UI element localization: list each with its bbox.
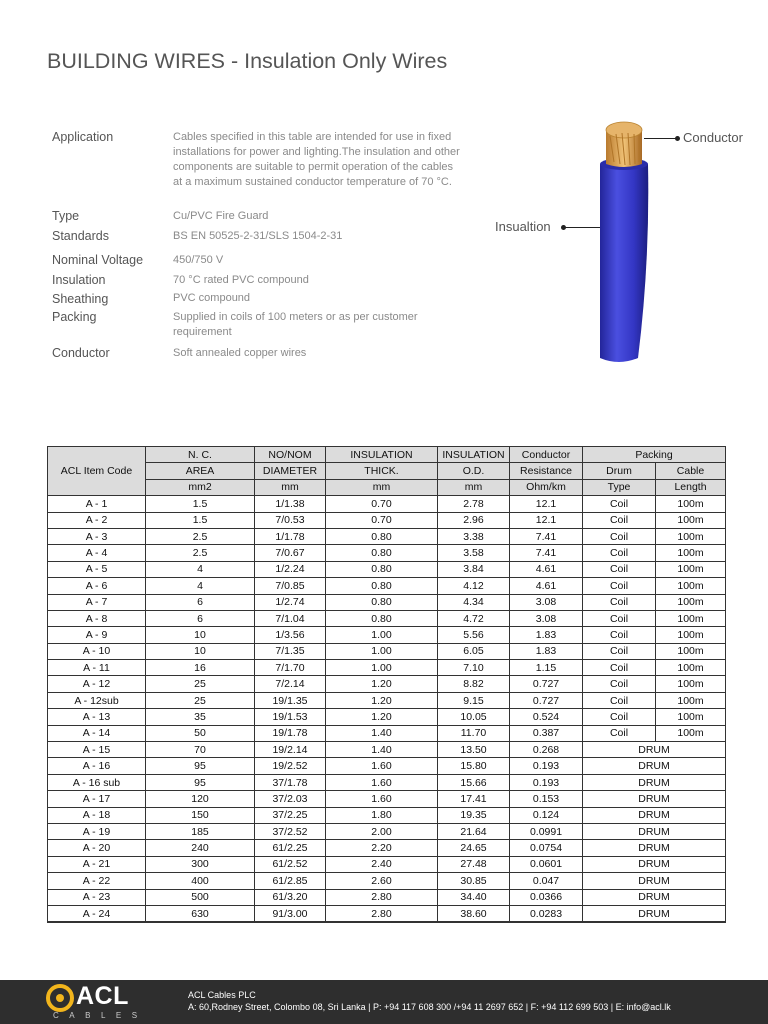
spec-value-insulation: 70 °C rated PVC compound bbox=[173, 274, 309, 286]
table-cell: 0.80 bbox=[326, 610, 438, 626]
table-cell: 1.83 bbox=[510, 627, 583, 643]
table-cell: 150 bbox=[146, 807, 255, 823]
table-cell: 7.10 bbox=[438, 660, 510, 676]
table-row bbox=[48, 774, 726, 790]
table-cell: 1.60 bbox=[326, 774, 438, 790]
table-cell: 10 bbox=[146, 643, 255, 659]
table-cell: 0.70 bbox=[326, 512, 438, 528]
table-cell: 4.12 bbox=[438, 578, 510, 594]
table-cell: Coil bbox=[583, 660, 656, 676]
table-cell: 10 bbox=[146, 627, 255, 643]
table-cell: 4.34 bbox=[438, 594, 510, 610]
table-cell: Coil bbox=[583, 709, 656, 725]
table-cell: 0.80 bbox=[326, 594, 438, 610]
table-cell: 25 bbox=[146, 692, 255, 708]
table-header bbox=[48, 447, 726, 496]
item-code-cell: A - 24 bbox=[48, 905, 146, 922]
table-cell: DRUM bbox=[583, 873, 726, 889]
table-cell: 12.1 bbox=[510, 496, 583, 512]
header-cell: Conductor bbox=[510, 447, 583, 463]
table-cell: 240 bbox=[146, 840, 255, 856]
insulation-sheath bbox=[600, 164, 648, 362]
table-cell: 2.60 bbox=[326, 873, 438, 889]
table-cell: 1.20 bbox=[326, 692, 438, 708]
table-cell: 100m bbox=[656, 660, 726, 676]
header-cell: mm bbox=[438, 479, 510, 495]
table-cell: 16 bbox=[146, 660, 255, 676]
table-row bbox=[48, 496, 726, 512]
table-cell: 100m bbox=[656, 692, 726, 708]
table-cell: 1.40 bbox=[326, 742, 438, 758]
item-code-cell: A - 22 bbox=[48, 873, 146, 889]
table-row bbox=[48, 561, 726, 577]
header-cell: Packing bbox=[583, 447, 726, 463]
item-code-cell: A - 15 bbox=[48, 742, 146, 758]
copper-strand-ends bbox=[606, 122, 642, 138]
table-cell: 3.08 bbox=[510, 594, 583, 610]
table-cell: 19.35 bbox=[438, 807, 510, 823]
table-cell: 0.0366 bbox=[510, 889, 583, 905]
table-cell: 100m bbox=[656, 512, 726, 528]
table-cell: 120 bbox=[146, 791, 255, 807]
table-cell: 1.5 bbox=[146, 496, 255, 512]
table-cell: 7.41 bbox=[510, 545, 583, 561]
table-cell: 2.78 bbox=[438, 496, 510, 512]
spec-label-conductor: Conductor bbox=[52, 346, 110, 360]
table-row bbox=[48, 578, 726, 594]
table-row bbox=[48, 889, 726, 905]
table-row bbox=[48, 627, 726, 643]
table-row bbox=[48, 905, 726, 922]
item-code-cell: A - 7 bbox=[48, 594, 146, 610]
item-code-cell: A - 21 bbox=[48, 856, 146, 872]
table-cell: 1/2.74 bbox=[255, 594, 326, 610]
table-cell: DRUM bbox=[583, 742, 726, 758]
spec-value-sheathing: PVC compound bbox=[173, 292, 251, 304]
table-cell: 1.83 bbox=[510, 643, 583, 659]
table-cell: 1/1.38 bbox=[255, 496, 326, 512]
table-cell: 0.0991 bbox=[510, 823, 583, 839]
table-cell: 7/1.35 bbox=[255, 643, 326, 659]
table-row bbox=[48, 758, 726, 774]
table-cell: 400 bbox=[146, 873, 255, 889]
table-cell: 1.15 bbox=[510, 660, 583, 676]
table-cell: 0.727 bbox=[510, 676, 583, 692]
table-row bbox=[48, 742, 726, 758]
item-code-cell: A - 13 bbox=[48, 709, 146, 725]
table-cell: 7/2.14 bbox=[255, 676, 326, 692]
table-cell: 6 bbox=[146, 594, 255, 610]
table-cell: 61/2.52 bbox=[255, 856, 326, 872]
insulation-callout: Insualtion bbox=[495, 219, 551, 234]
table-cell: 37/2.25 bbox=[255, 807, 326, 823]
table-cell: 1/1.78 bbox=[255, 528, 326, 544]
table-cell: 100m bbox=[656, 561, 726, 577]
header-cell: Type bbox=[583, 479, 656, 495]
header-cell: THICK. bbox=[326, 463, 438, 479]
table-row bbox=[48, 594, 726, 610]
table-cell: 61/2.85 bbox=[255, 873, 326, 889]
table-cell: Coil bbox=[583, 610, 656, 626]
table-cell: Coil bbox=[583, 512, 656, 528]
table-cell: 2.00 bbox=[326, 823, 438, 839]
item-code-cell: A - 17 bbox=[48, 791, 146, 807]
item-code-cell: A - 4 bbox=[48, 545, 146, 561]
table-cell: 0.524 bbox=[510, 709, 583, 725]
table-cell: 50 bbox=[146, 725, 255, 741]
header-cell: Resistance bbox=[510, 463, 583, 479]
table-cell: 0.193 bbox=[510, 758, 583, 774]
spec-value-standards: BS EN 50525-2-31/SLS 1504-2-31 bbox=[173, 230, 343, 242]
table-row bbox=[48, 823, 726, 839]
table-cell: 0.80 bbox=[326, 561, 438, 577]
table-cell: 1.5 bbox=[146, 512, 255, 528]
table-cell: 1.20 bbox=[326, 709, 438, 725]
table-cell: 21.64 bbox=[438, 823, 510, 839]
brand-name: ACL bbox=[76, 982, 129, 1010]
table-cell: 37/1.78 bbox=[255, 774, 326, 790]
table-cell: DRUM bbox=[583, 807, 726, 823]
table-cell: Coil bbox=[583, 545, 656, 561]
table-cell: 37/2.03 bbox=[255, 791, 326, 807]
table-cell: DRUM bbox=[583, 856, 726, 872]
header-cell: O.D. bbox=[438, 463, 510, 479]
table-cell: 100m bbox=[656, 545, 726, 561]
table-cell: 185 bbox=[146, 823, 255, 839]
table-row bbox=[48, 840, 726, 856]
table-row bbox=[48, 692, 726, 708]
table-cell: 10.05 bbox=[438, 709, 510, 725]
table-cell: 0.193 bbox=[510, 774, 583, 790]
table-cell: DRUM bbox=[583, 905, 726, 922]
table-cell: 0.268 bbox=[510, 742, 583, 758]
table-cell: 61/3.20 bbox=[255, 889, 326, 905]
item-code-cell: A - 2 bbox=[48, 512, 146, 528]
spec-value-conductor: Soft annealed copper wires bbox=[173, 347, 307, 359]
table-cell: Coil bbox=[583, 594, 656, 610]
table-cell: 95 bbox=[146, 758, 255, 774]
table-row bbox=[48, 807, 726, 823]
table-cell: 19/1.78 bbox=[255, 725, 326, 741]
table-cell: 7/0.85 bbox=[255, 578, 326, 594]
header-cell: Length bbox=[656, 479, 726, 495]
table-cell: 17.41 bbox=[438, 791, 510, 807]
table-cell: 12.1 bbox=[510, 512, 583, 528]
table-cell: 0.0754 bbox=[510, 840, 583, 856]
table-cell: 37/2.52 bbox=[255, 823, 326, 839]
conductor-callout: Conductor bbox=[683, 130, 743, 145]
table-cell: 1.00 bbox=[326, 643, 438, 659]
table-cell: 1.60 bbox=[326, 791, 438, 807]
table-row bbox=[48, 873, 726, 889]
table-row bbox=[48, 610, 726, 626]
table-cell: 15.66 bbox=[438, 774, 510, 790]
company-address: A: 60,Rodney Street, Colombo 08, Sri Lanka | P: +94 117 608 300 /+94 11 2697 652 | F: +94 112 699 503 | E: info@acl.lk bbox=[188, 1002, 671, 1012]
table-cell: 7/1.04 bbox=[255, 610, 326, 626]
table-cell: 100m bbox=[656, 676, 726, 692]
table-cell: 11.70 bbox=[438, 725, 510, 741]
table-cell: 1.80 bbox=[326, 807, 438, 823]
table-cell: 300 bbox=[146, 856, 255, 872]
table-cell: 4 bbox=[146, 561, 255, 577]
table-cell: 100m bbox=[656, 709, 726, 725]
table-row bbox=[48, 528, 726, 544]
table-cell: 3.84 bbox=[438, 561, 510, 577]
table-cell: 0.153 bbox=[510, 791, 583, 807]
company-name: ACL Cables PLC bbox=[188, 990, 256, 1000]
table-cell: 1.60 bbox=[326, 758, 438, 774]
table-cell: 0.0601 bbox=[510, 856, 583, 872]
table-cell: 7/0.67 bbox=[255, 545, 326, 561]
table-cell: 0.124 bbox=[510, 807, 583, 823]
table-cell: Coil bbox=[583, 627, 656, 643]
item-code-cell: A - 23 bbox=[48, 889, 146, 905]
table-cell: 2.5 bbox=[146, 545, 255, 561]
table-cell: 1.20 bbox=[326, 676, 438, 692]
table-cell: 8.82 bbox=[438, 676, 510, 692]
table-cell: 630 bbox=[146, 905, 255, 922]
table-cell: 7.41 bbox=[510, 528, 583, 544]
item-code-cell: A - 12sub bbox=[48, 692, 146, 708]
spec-label-sheathing: Sheathing bbox=[52, 292, 109, 306]
table-cell: 7/1.70 bbox=[255, 660, 326, 676]
table-cell: 7/0.53 bbox=[255, 512, 326, 528]
table-cell: 1.00 bbox=[326, 660, 438, 676]
header-cell: DIAMETER bbox=[255, 463, 326, 479]
table-cell: 91/3.00 bbox=[255, 905, 326, 922]
brand-sub: CABLES bbox=[53, 1011, 148, 1020]
table-cell: DRUM bbox=[583, 774, 726, 790]
footer bbox=[0, 980, 768, 1024]
table-cell: 38.60 bbox=[438, 905, 510, 922]
item-code-cell: A - 3 bbox=[48, 528, 146, 544]
table-cell: 100m bbox=[656, 725, 726, 741]
table-cell: Coil bbox=[583, 725, 656, 741]
table-cell: Coil bbox=[583, 561, 656, 577]
cable-spec-table bbox=[47, 446, 726, 923]
spec-label-standards: Standards bbox=[52, 229, 109, 243]
table-cell: 0.80 bbox=[326, 545, 438, 561]
table-row bbox=[48, 643, 726, 659]
table-cell: 1/2.24 bbox=[255, 561, 326, 577]
table-cell: 19/2.14 bbox=[255, 742, 326, 758]
table-cell: Coil bbox=[583, 692, 656, 708]
table-cell: 2.20 bbox=[326, 840, 438, 856]
table-cell: 100m bbox=[656, 610, 726, 626]
table-cell: 6 bbox=[146, 610, 255, 626]
header-cell: mm bbox=[255, 479, 326, 495]
table-cell: 0.0283 bbox=[510, 905, 583, 922]
table-cell: Coil bbox=[583, 578, 656, 594]
table-cell: Coil bbox=[583, 643, 656, 659]
item-code-cell: A - 19 bbox=[48, 823, 146, 839]
table-cell: 100m bbox=[656, 496, 726, 512]
spec-value-type: Cu/PVC Fire Guard bbox=[173, 210, 269, 222]
conductor-leader-dot bbox=[675, 136, 680, 141]
table-row bbox=[48, 676, 726, 692]
spec-label-type: Type bbox=[52, 209, 80, 223]
item-code-cell: A - 16 bbox=[48, 758, 146, 774]
table-cell: 2.96 bbox=[438, 512, 510, 528]
table-cell: 2.40 bbox=[326, 856, 438, 872]
table-cell: 3.08 bbox=[510, 610, 583, 626]
table-cell: 100m bbox=[656, 627, 726, 643]
header-cell: AREA bbox=[146, 463, 255, 479]
table-cell: DRUM bbox=[583, 791, 726, 807]
table-cell: 5.56 bbox=[438, 627, 510, 643]
table-cell: 19/1.35 bbox=[255, 692, 326, 708]
table-cell: 25 bbox=[146, 676, 255, 692]
item-code-cell: A - 20 bbox=[48, 840, 146, 856]
item-code-cell: A - 11 bbox=[48, 660, 146, 676]
item-code-cell: A - 5 bbox=[48, 561, 146, 577]
item-code-cell: A - 14 bbox=[48, 725, 146, 741]
table-cell: 0.387 bbox=[510, 725, 583, 741]
table-cell: DRUM bbox=[583, 889, 726, 905]
table-body bbox=[48, 496, 726, 923]
table-cell: 15.80 bbox=[438, 758, 510, 774]
table-cell: 2.5 bbox=[146, 528, 255, 544]
table-cell: 2.80 bbox=[326, 905, 438, 922]
table-cell: 35 bbox=[146, 709, 255, 725]
table-cell: 61/2.25 bbox=[255, 840, 326, 856]
table-cell: 13.50 bbox=[438, 742, 510, 758]
header-cell: NO/NOM bbox=[255, 447, 326, 463]
table-cell: Coil bbox=[583, 496, 656, 512]
header-cell: Cable bbox=[656, 463, 726, 479]
item-code-cell: A - 12 bbox=[48, 676, 146, 692]
item-code-cell: A - 16 sub bbox=[48, 774, 146, 790]
header-cell: mm bbox=[326, 479, 438, 495]
header-item-code: ACL Item Code bbox=[48, 447, 146, 496]
table-cell: Coil bbox=[583, 528, 656, 544]
header-cell: Drum bbox=[583, 463, 656, 479]
table-row bbox=[48, 545, 726, 561]
spec-label-nominal-voltage: Nominal Voltage bbox=[52, 253, 144, 267]
item-code-cell: A - 1 bbox=[48, 496, 146, 512]
table-cell: 70 bbox=[146, 742, 255, 758]
table-cell: 6.05 bbox=[438, 643, 510, 659]
table-row bbox=[48, 709, 726, 725]
item-code-cell: A - 6 bbox=[48, 578, 146, 594]
table-cell: 100m bbox=[656, 594, 726, 610]
table-cell: 34.40 bbox=[438, 889, 510, 905]
spec-value-application: Cables specified in this table are intended for use in fixed installations for power and lighting.The insulation and other components are suitable to permit operation of the cables at a maximum sustained conductor temperature of 70 °C. bbox=[173, 131, 460, 188]
table-cell: 0.80 bbox=[326, 528, 438, 544]
table-cell: 4.61 bbox=[510, 561, 583, 577]
spec-label-application: Application bbox=[52, 130, 114, 144]
header-cell: Ohm/km bbox=[510, 479, 583, 495]
table-row bbox=[48, 725, 726, 741]
item-code-cell: A - 8 bbox=[48, 610, 146, 626]
table-cell: 30.85 bbox=[438, 873, 510, 889]
item-code-cell: A - 10 bbox=[48, 643, 146, 659]
table-cell: 95 bbox=[146, 774, 255, 790]
header-cell: INSULATION bbox=[438, 447, 510, 463]
table-cell: Coil bbox=[583, 676, 656, 692]
table-cell: DRUM bbox=[583, 758, 726, 774]
item-code-cell: A - 18 bbox=[48, 807, 146, 823]
table-row bbox=[48, 512, 726, 528]
table-cell: 4.61 bbox=[510, 578, 583, 594]
table-cell: 0.047 bbox=[510, 873, 583, 889]
table-cell: 3.58 bbox=[438, 545, 510, 561]
table-cell: DRUM bbox=[583, 823, 726, 839]
table-cell: 19/1.53 bbox=[255, 709, 326, 725]
table-cell: 1/3.56 bbox=[255, 627, 326, 643]
table-cell: 3.38 bbox=[438, 528, 510, 544]
header-cell: INSULATION bbox=[326, 447, 438, 463]
wire-illustration bbox=[590, 112, 660, 368]
table-cell: 100m bbox=[656, 528, 726, 544]
table-cell: 500 bbox=[146, 889, 255, 905]
spec-value-packing: Supplied in coils of 100 meters or as per customer requirement bbox=[173, 311, 418, 338]
table-cell: 1.00 bbox=[326, 627, 438, 643]
table-cell: 0.70 bbox=[326, 496, 438, 512]
table-cell: 0.727 bbox=[510, 692, 583, 708]
table-cell: 19/2.52 bbox=[255, 758, 326, 774]
table-cell: 27.48 bbox=[438, 856, 510, 872]
table-cell: 9.15 bbox=[438, 692, 510, 708]
table-cell: 4.72 bbox=[438, 610, 510, 626]
header-cell: mm2 bbox=[146, 479, 255, 495]
spec-label-packing: Packing bbox=[52, 310, 97, 324]
table-row bbox=[48, 660, 726, 676]
table-cell: 100m bbox=[656, 643, 726, 659]
header-cell: N. C. bbox=[146, 447, 255, 463]
table-cell: DRUM bbox=[583, 840, 726, 856]
table-row bbox=[48, 791, 726, 807]
table-cell: 100m bbox=[656, 578, 726, 594]
spec-value-nominal-voltage: 450/750 V bbox=[173, 254, 224, 266]
item-code-cell: A - 9 bbox=[48, 627, 146, 643]
table-row bbox=[48, 856, 726, 872]
table-cell: 0.80 bbox=[326, 578, 438, 594]
insulation-leader-line bbox=[564, 227, 600, 228]
spec-label-insulation: Insulation bbox=[52, 273, 106, 287]
table-cell: 24.65 bbox=[438, 840, 510, 856]
conductor-leader-line bbox=[644, 138, 678, 139]
acl-logo-icon bbox=[46, 984, 74, 1012]
table-cell: 1.40 bbox=[326, 725, 438, 741]
table-cell: 2.80 bbox=[326, 889, 438, 905]
page-title: BUILDING WIRES - Insulation Only Wires bbox=[47, 49, 448, 73]
table-cell: 4 bbox=[146, 578, 255, 594]
